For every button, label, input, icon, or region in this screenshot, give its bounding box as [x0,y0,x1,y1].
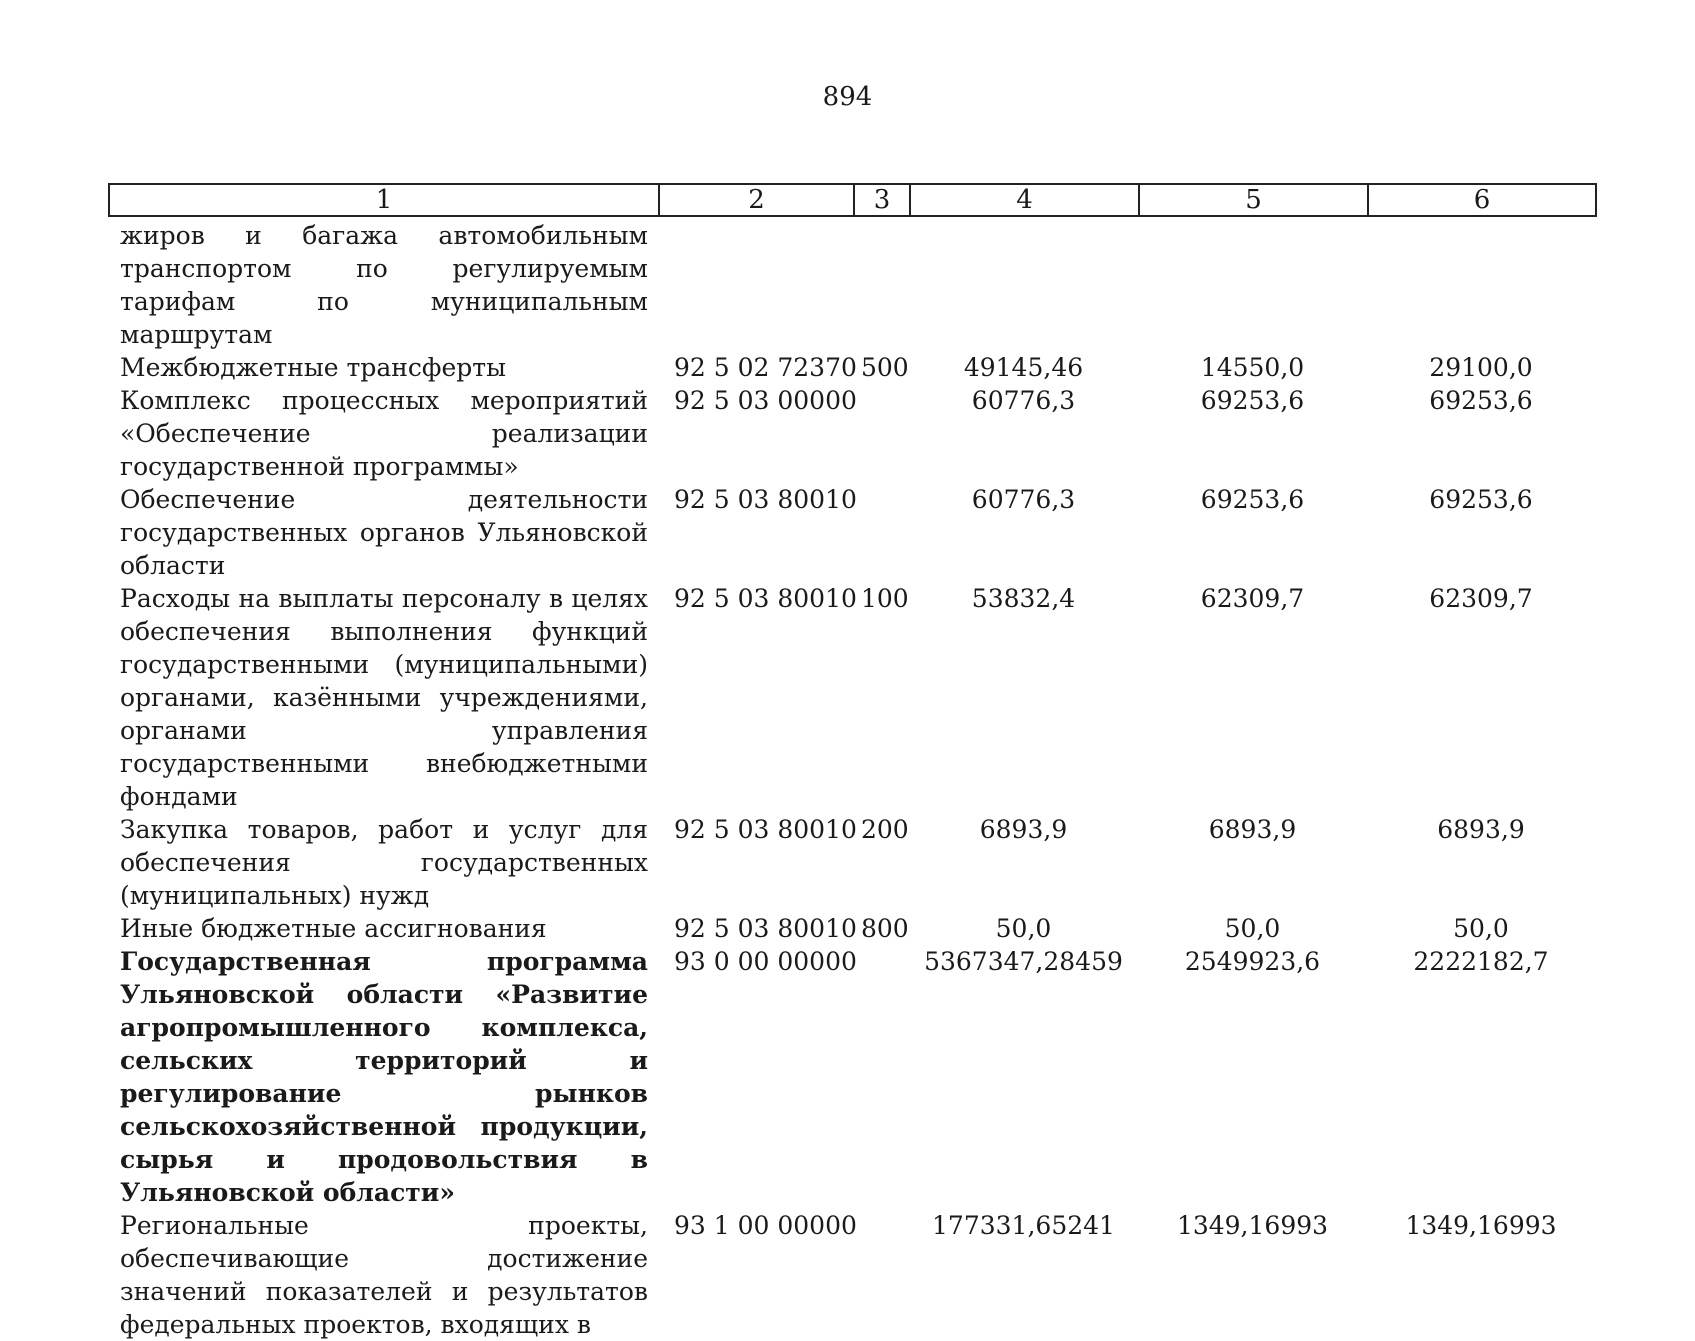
row-value-5: 14550,0 [1200,353,1305,382]
row-value-4 [909,219,1138,351]
row-type: 100 [861,584,909,613]
header-row [109,184,1596,216]
row-value-6: 50,0 [1453,914,1509,943]
row-type: 800 [861,914,909,943]
page-number: 894 [822,82,873,112]
header-col-5: 5 [1139,184,1368,216]
row-name: жиров и багажа автомобильным транспортом по регулируемым тарифам по муниципальным маршрутам [120,221,648,349]
table-row [108,582,1595,813]
row-value-6: 69253,6 [1429,485,1533,514]
row-value-5: 6893,9 [1208,815,1297,844]
row-type [853,1209,909,1341]
header-col-2: 2 [659,184,854,216]
row-value-6: 2222182,7 [1413,947,1549,976]
row-type [853,483,909,582]
row-value-5: 1349,16993 [1176,1211,1329,1240]
row-name: Комплекс процессных мероприятий «Обеспечение реализации государственной программы» [120,386,648,481]
row-code: 92 5 03 80010 [674,815,857,844]
row-value-4: 177331,65241 [932,1211,1115,1240]
row-value-4: 60776,3 [971,485,1076,514]
row-type [853,945,909,1209]
row-code [658,219,853,351]
row-value-6: 1349,16993 [1405,1211,1557,1240]
row-value-4: 5367347,28459 [924,947,1123,976]
row-value-4: 60776,3 [971,386,1076,415]
table-row [108,813,1595,912]
row-value-4: 53832,4 [971,584,1076,613]
row-code: 92 5 03 00000 [674,386,857,415]
row-type [853,384,909,483]
row-value-6: 62309,7 [1429,584,1533,613]
row-name: Обеспечение деятельности государственных органов Ульяновской области [120,485,648,580]
header-col-1: 1 [109,184,659,216]
row-name: Расходы на выплаты персоналу в целях обеспечения выполнения функций государственными (муниципальными) органами, казёнными учреждениями, органами управления государственными внебюджетными фондами [120,584,648,811]
row-value-5: 62309,7 [1200,584,1305,613]
row-code: 92 5 03 80010 [674,485,857,514]
table-header [108,183,1597,217]
row-value-6: 6893,9 [1437,815,1525,844]
row-code: 93 1 00 00000 [674,1211,857,1240]
row-name: Межбюджетные трансферты [120,353,507,382]
table-row [108,351,1595,384]
row-value-6: 29100,0 [1429,353,1533,382]
table-row [108,219,1595,351]
header-col-6: 6 [1368,184,1596,216]
row-name: Государственная программа Ульяновской области «Развитие агропромышленного комплекса, сельских территорий и регулирование рынков сельскохозяйственной продукции, сырья и продовольствия в Ульяновской области» [120,947,648,1207]
header-col-4: 4 [910,184,1139,216]
row-value-5: 69253,6 [1200,386,1305,415]
row-name: Иные бюджетные ассигнования [120,914,547,943]
row-value-5: 50,0 [1224,914,1281,943]
row-type: 200 [861,815,909,844]
row-value-5 [1138,219,1367,351]
table-row [108,1209,1595,1341]
row-code: 93 0 00 00000 [674,947,857,976]
row-code: 92 5 03 80010 [674,914,857,943]
row-code: 92 5 02 72370 [674,353,857,382]
row-value-4: 49145,46 [963,353,1084,382]
row-name: Региональные проекты, обеспечивающие достижение значений показателей и результатов федеральных проектов, входящих в [120,1211,648,1339]
row-value-4: 50,0 [995,914,1052,943]
row-value-4: 6893,9 [979,815,1068,844]
row-value-5: 69253,6 [1200,485,1305,514]
row-value-6: 69253,6 [1429,386,1533,415]
table-row [108,912,1595,945]
row-type: 500 [861,353,909,382]
row-value-6 [1367,219,1595,351]
table-row-program [108,945,1595,1209]
budget-table [108,219,1595,1341]
row-code: 92 5 03 80010 [674,584,857,613]
row-name: Закупка товаров, работ и услуг для обеспечения государственных (муниципальных) нужд [120,815,648,910]
header-col-3: 3 [854,184,910,216]
table-row [108,483,1595,582]
row-value-5: 2549923,6 [1184,947,1321,976]
table-row [108,384,1595,483]
row-type [853,219,909,351]
